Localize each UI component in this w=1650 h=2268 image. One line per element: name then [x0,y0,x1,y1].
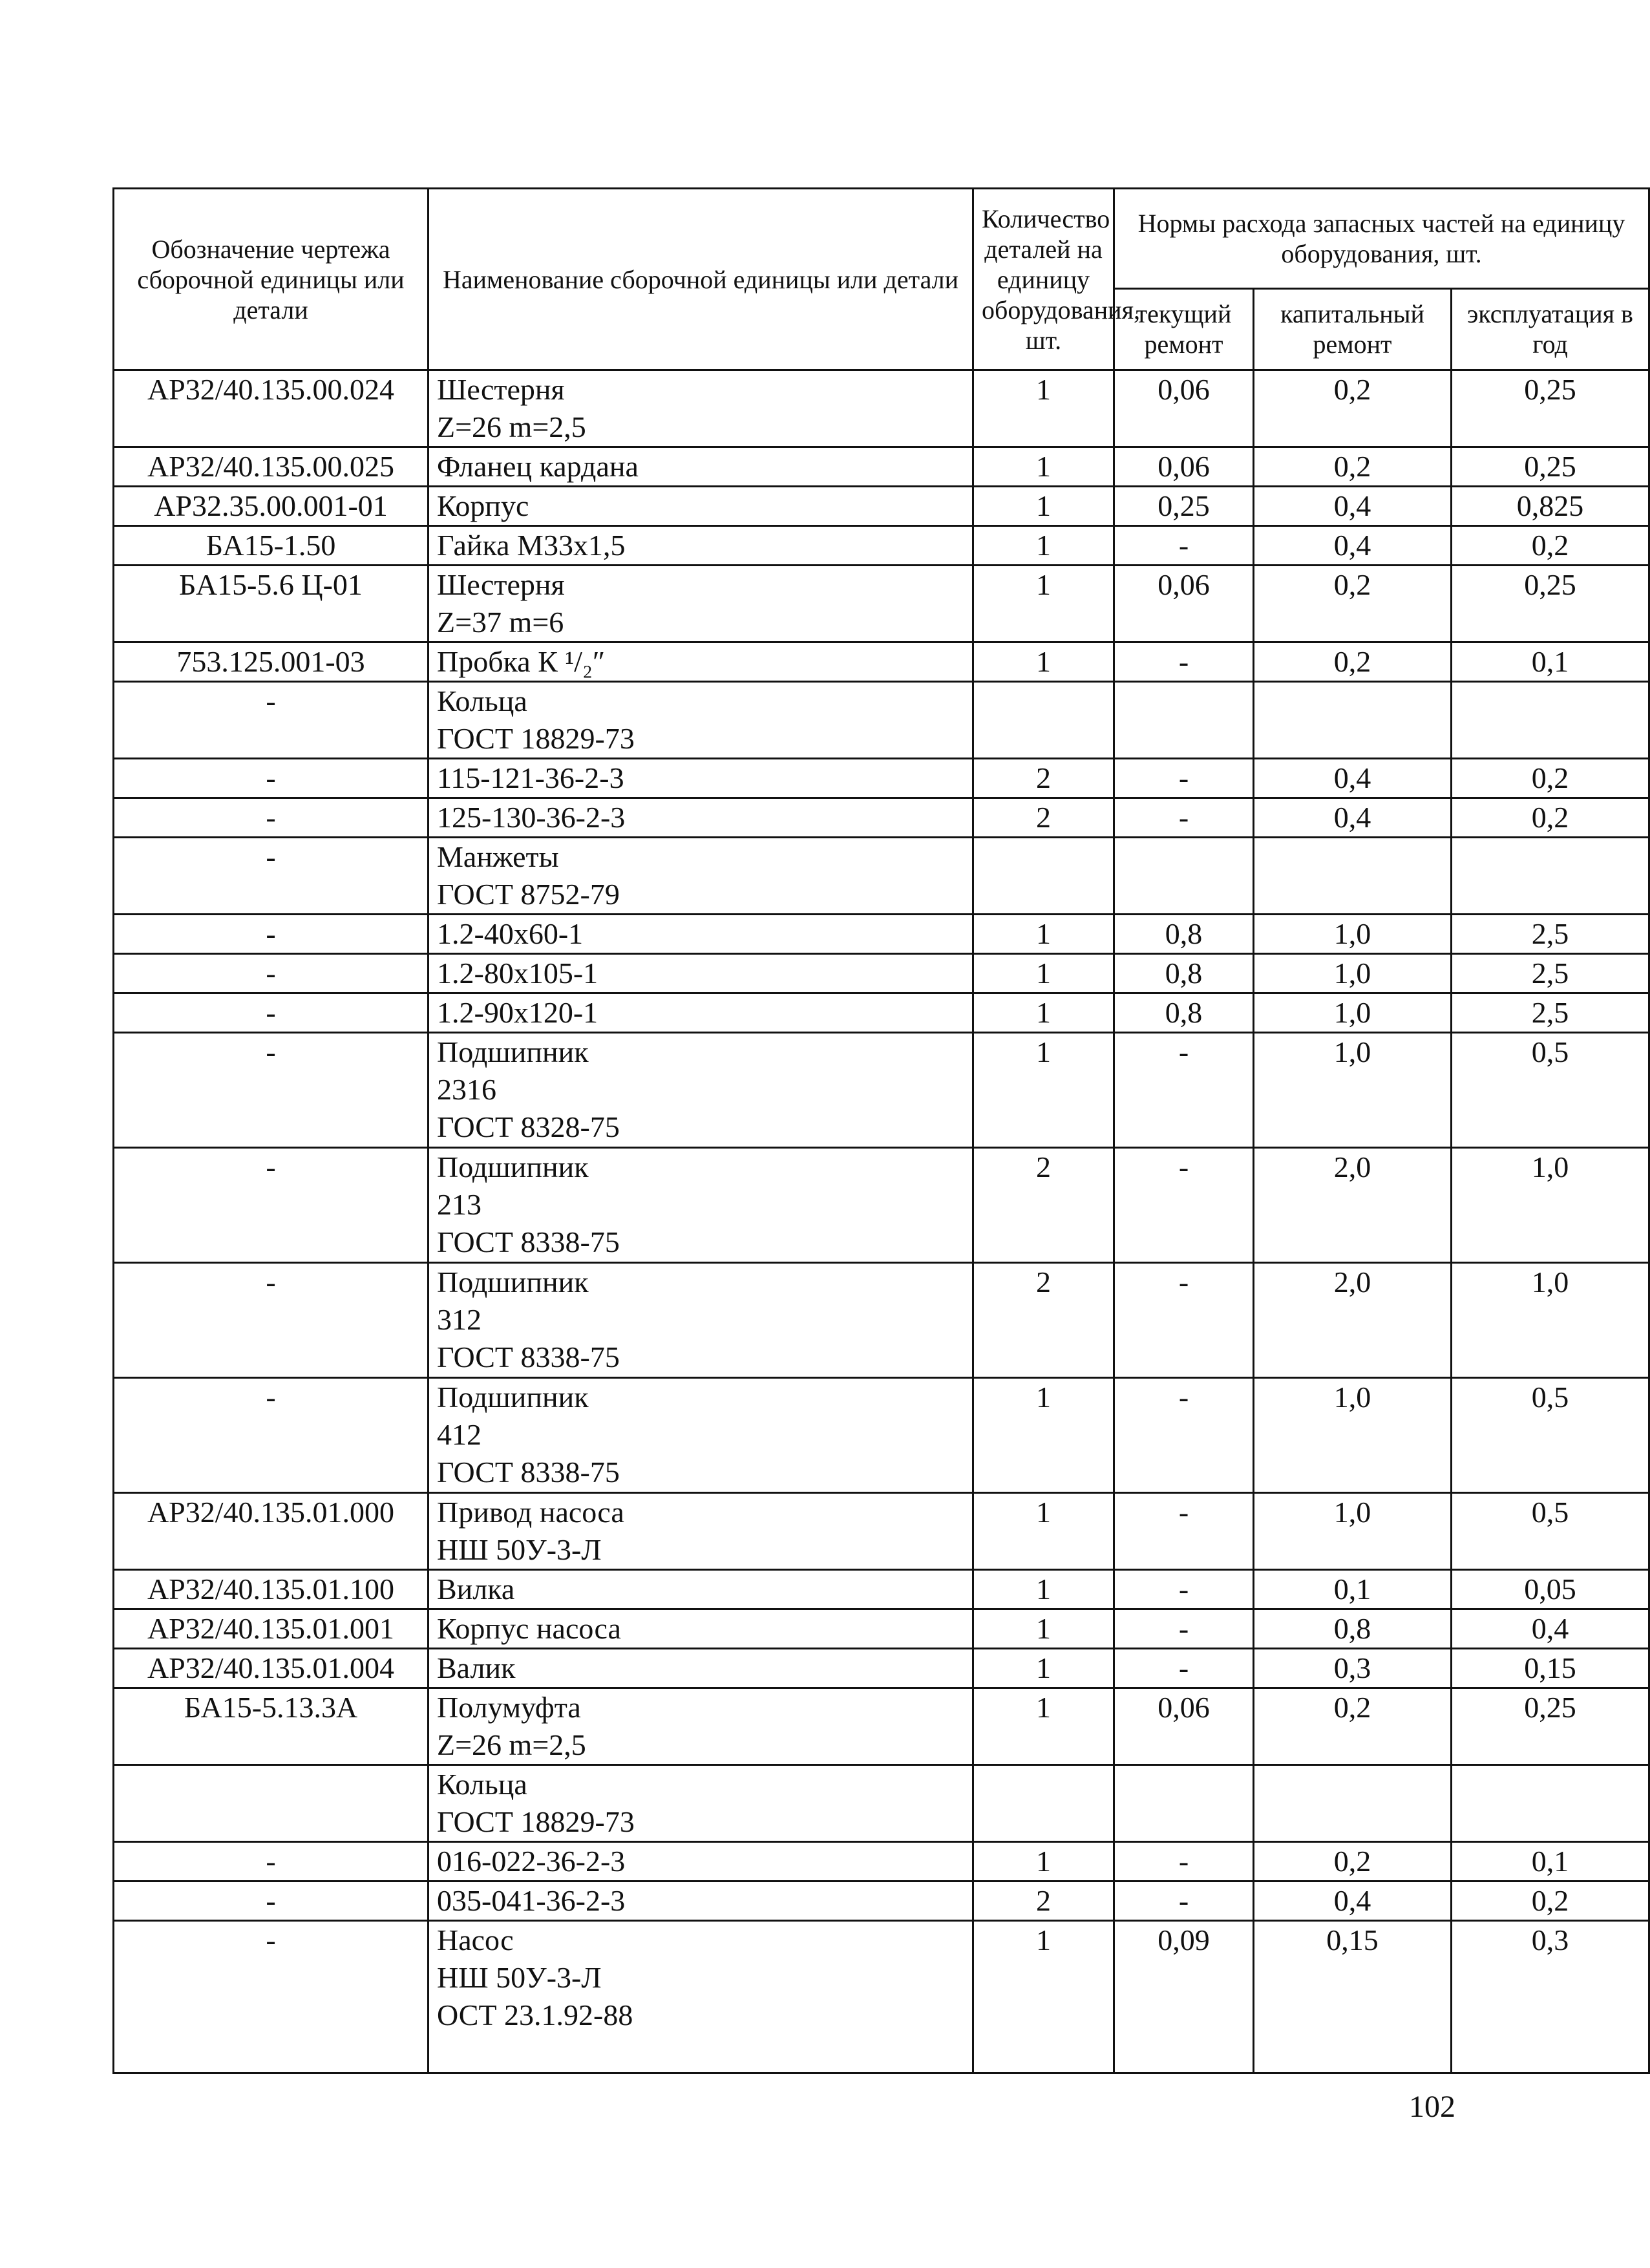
cell-name-line: Привод насоса [437,1496,624,1529]
table-row [114,1921,1649,2073]
cell-name [428,370,973,447]
cell-designation: - [114,1881,428,1921]
cell-name-line: НШ 50У-3-Л [437,1961,602,1994]
cell-capital-repair: 0,4 [1254,526,1452,566]
header-designation: Обозначение чертежа сборочной единицы или детали [114,189,428,370]
cell-name-line: ГОСТ 18829-73 [437,1805,635,1838]
cell-name-line: 016-022-36-2-3 [437,1845,626,1878]
cell-name-line: Шестерня [437,373,565,406]
table-row [114,993,1649,1033]
cell-designation: АР32.35.00.001-01 [114,487,428,526]
cell-name-line: Подшипник [437,1266,589,1298]
cell-name-line: Z=37 m=6 [437,606,564,639]
cell-name-line: ГОСТ 8338-75 [437,1341,620,1373]
page-number: 102 [1409,2090,1455,2124]
cell-operation: 0,2 [1452,759,1649,798]
table-row [114,915,1649,954]
cell-name-line: 1.2-40х60-1 [437,917,584,950]
cell-quantity: 1 [973,1493,1114,1570]
cell-quantity: 1 [973,954,1114,993]
cell-current-repair: - [1114,1033,1254,1148]
cell-quantity: 1 [973,566,1114,642]
cell-current-repair: 0,8 [1114,993,1254,1033]
cell-name-line: 1.2-90х120-1 [437,996,598,1029]
cell-name [428,1493,973,1570]
cell-operation: 0,15 [1452,1649,1649,1688]
cell-name-line: ГОСТ 8338-75 [437,1225,620,1258]
cell-designation: - [114,1148,428,1263]
cell-operation: 0,5 [1452,1493,1649,1570]
cell-current-repair: - [1114,642,1254,682]
cell-designation: - [114,915,428,954]
cell-current-repair: - [1114,1842,1254,1881]
cell-capital-repair [1254,838,1452,915]
cell-operation: 0,25 [1452,447,1649,487]
cell-capital-repair: 0,4 [1254,798,1452,838]
cell-designation: - [114,1033,428,1148]
cell-capital-repair: 1,0 [1254,915,1452,954]
cell-current-repair: - [1114,1493,1254,1570]
cell-current-repair: 0,06 [1114,1688,1254,1765]
cell-operation: 1,0 [1452,1148,1649,1263]
cell-name [428,1609,973,1649]
cell-capital-repair: 0,8 [1254,1609,1452,1649]
cell-capital-repair: 0,2 [1254,1842,1452,1881]
table-row [114,566,1649,642]
cell-name [428,642,973,682]
table-row [114,1609,1649,1649]
header-quantity: Количество деталей на единицу оборудования, шт. [973,189,1114,370]
cell-name [428,1263,973,1378]
cell-name-line: Валик [437,1651,516,1684]
cell-current-repair: 0,06 [1114,566,1254,642]
cell-name [428,1378,973,1493]
cell-current-repair: - [1114,1148,1254,1263]
cell-quantity: 2 [973,759,1114,798]
header-current-repair: текущий ремонт [1114,288,1254,370]
cell-capital-repair: 1,0 [1254,1033,1452,1148]
cell-operation: 0,5 [1452,1033,1649,1148]
cell-name [428,566,973,642]
table-row [114,1493,1649,1570]
cell-designation: - [114,954,428,993]
cell-current-repair: - [1114,798,1254,838]
cell-name-line: Гайка М33х1,5 [437,529,626,562]
table-body [114,370,1649,2073]
cell-name [428,838,973,915]
cell-current-repair: - [1114,526,1254,566]
cell-name-line: Шестерня [437,568,565,601]
cell-capital-repair: 0,1 [1254,1570,1452,1609]
cell-name-line: 115-121-36-2-3 [437,761,624,794]
table-row [114,798,1649,838]
cell-capital-repair: 0,15 [1254,1921,1452,2073]
cell-quantity: 1 [973,526,1114,566]
cell-current-repair [1114,682,1254,759]
cell-quantity: 1 [973,487,1114,526]
table-row [114,370,1649,447]
cell-name-line: Вилка [437,1573,515,1606]
table-row [114,447,1649,487]
cell-current-repair: 0,8 [1114,954,1254,993]
cell-capital-repair: 0,2 [1254,370,1452,447]
cell-capital-repair: 2,0 [1254,1263,1452,1378]
cell-quantity [973,682,1114,759]
cell-name [428,798,973,838]
cell-operation: 2,5 [1452,915,1649,954]
cell-current-repair: - [1114,1263,1254,1378]
table-row [114,682,1649,759]
cell-name-line: 035-041-36-2-3 [437,1884,626,1917]
cell-operation: 1,0 [1452,1263,1649,1378]
cell-name [428,1765,973,1842]
cell-designation [114,1765,428,1842]
cell-designation: - [114,838,428,915]
cell-capital-repair [1254,682,1452,759]
cell-operation: 0,825 [1452,487,1649,526]
cell-name-line: Кольца [437,1768,527,1801]
cell-operation: 2,5 [1452,993,1649,1033]
cell-operation: 0,1 [1452,1842,1649,1881]
header-capital-repair: капитальный ремонт [1254,288,1452,370]
cell-name-line: 1.2-80х105-1 [437,957,598,990]
cell-quantity: 2 [973,798,1114,838]
cell-name-line: Подшипник [437,1381,589,1414]
table-row [114,1649,1649,1688]
cell-capital-repair: 0,2 [1254,1688,1452,1765]
table-row [114,954,1649,993]
cell-operation: 0,25 [1452,370,1649,447]
cell-current-repair: - [1114,1378,1254,1493]
cell-name-line: 2316 [437,1073,496,1106]
cell-name-line: Пробка К ¹/₂″ [437,645,606,678]
cell-designation: АР32/40.135.01.004 [114,1649,428,1688]
cell-name [428,1148,973,1263]
cell-capital-repair: 0,2 [1254,642,1452,682]
cell-operation: 0,25 [1452,566,1649,642]
cell-quantity: 1 [973,993,1114,1033]
cell-quantity [973,838,1114,915]
cell-operation: 0,25 [1452,1688,1649,1765]
cell-capital-repair: 0,2 [1254,566,1452,642]
cell-quantity: 2 [973,1148,1114,1263]
cell-operation: 0,3 [1452,1921,1649,2073]
cell-quantity: 1 [973,370,1114,447]
header-operation: эксплуатация в год [1452,288,1649,370]
cell-operation [1452,682,1649,759]
cell-current-repair: - [1114,1649,1254,1688]
cell-name [428,1842,973,1881]
spare-parts-table [112,187,1650,2074]
cell-capital-repair [1254,1765,1452,1842]
cell-name-line: ГОСТ 18829-73 [437,722,635,755]
cell-capital-repair: 0,4 [1254,1881,1452,1921]
cell-current-repair: - [1114,1881,1254,1921]
cell-current-repair: 0,06 [1114,447,1254,487]
cell-name-line: Подшипник [437,1150,589,1183]
table-row [114,526,1649,566]
cell-quantity: 2 [973,1881,1114,1921]
cell-capital-repair: 0,2 [1254,447,1452,487]
table-row [114,1570,1649,1609]
cell-operation [1452,1765,1649,1842]
cell-quantity: 1 [973,1570,1114,1609]
cell-capital-repair: 1,0 [1254,1378,1452,1493]
cell-name-line: ГОСТ 8752-79 [437,878,620,911]
cell-current-repair: 0,06 [1114,370,1254,447]
cell-name-line: Насос [437,1924,514,1956]
cell-name-line: Подшипник [437,1035,589,1068]
table-row [114,1688,1649,1765]
cell-name [428,682,973,759]
cell-name-line: Полумуфта [437,1691,581,1724]
cell-designation: - [114,682,428,759]
cell-name-line: Кольца [437,684,527,717]
table-row [114,1765,1649,1842]
cell-operation: 0,2 [1452,798,1649,838]
cell-name [428,915,973,954]
cell-designation: 753.125.001-03 [114,642,428,682]
cell-quantity: 1 [973,1842,1114,1881]
cell-name-line: 213 [437,1188,481,1221]
cell-name-line: ГОСТ 8338-75 [437,1456,620,1489]
table-row [114,1263,1649,1378]
table-row [114,1033,1649,1148]
cell-capital-repair: 1,0 [1254,1493,1452,1570]
cell-designation: - [114,1378,428,1493]
cell-name [428,1033,973,1148]
spare-parts-table-sheet [112,187,1633,2074]
cell-quantity: 1 [973,1688,1114,1765]
cell-quantity: 2 [973,1263,1114,1378]
cell-capital-repair: 0,4 [1254,759,1452,798]
cell-current-repair: - [1114,1609,1254,1649]
cell-name-line: 312 [437,1303,481,1336]
cell-operation: 0,4 [1452,1609,1649,1649]
cell-quantity: 1 [973,1649,1114,1688]
table-row [114,759,1649,798]
cell-operation: 0,2 [1452,1881,1649,1921]
cell-name-line: Корпус насоса [437,1612,621,1645]
cell-designation: АР32/40.135.01.100 [114,1570,428,1609]
cell-capital-repair: 0,4 [1254,487,1452,526]
cell-designation: АР32/40.135.01.000 [114,1493,428,1570]
cell-current-repair: 0,25 [1114,487,1254,526]
cell-quantity: 1 [973,1609,1114,1649]
cell-designation: - [114,993,428,1033]
cell-designation: - [114,759,428,798]
cell-designation: АР32/40.135.00.024 [114,370,428,447]
cell-name [428,954,973,993]
cell-operation: 0,05 [1452,1570,1649,1609]
cell-name-line: ГОСТ 8328-75 [437,1110,620,1143]
cell-quantity [973,1765,1114,1842]
cell-name-line: 412 [437,1418,481,1451]
cell-designation: БА15-1.50 [114,526,428,566]
cell-quantity: 1 [973,1921,1114,2073]
header-norms-group: Нормы расхода запасных частей на единицу оборудования, шт. [1114,189,1649,289]
cell-name-line: Z=26 m=2,5 [437,410,586,443]
cell-name [428,993,973,1033]
cell-quantity: 1 [973,1378,1114,1493]
cell-operation: 2,5 [1452,954,1649,993]
cell-capital-repair: 1,0 [1254,993,1452,1033]
cell-name [428,1649,973,1688]
table-row [114,1148,1649,1263]
cell-name [428,759,973,798]
table-row [114,1842,1649,1881]
cell-name [428,1921,973,2073]
cell-name-line: 125-130-36-2-3 [437,801,626,834]
table-row [114,1378,1649,1493]
cell-designation: БА15-5.13.3А [114,1688,428,1765]
cell-operation: 0,2 [1452,526,1649,566]
cell-name [428,526,973,566]
cell-designation: - [114,1921,428,2073]
table-header [114,189,1649,370]
cell-name-line: НШ 50У-3-Л [437,1533,602,1566]
cell-name-line: ОСТ 23.1.92-88 [437,1998,633,2031]
cell-name [428,1881,973,1921]
cell-designation: - [114,1842,428,1881]
cell-current-repair: - [1114,1570,1254,1609]
cell-capital-repair: 2,0 [1254,1148,1452,1263]
cell-quantity: 1 [973,1033,1114,1148]
table-row [114,838,1649,915]
cell-current-repair: 0,09 [1114,1921,1254,2073]
cell-name-line: Z=26 m=2,5 [437,1728,586,1761]
cell-name [428,487,973,526]
cell-designation: БА15-5.6 Ц-01 [114,566,428,642]
cell-name [428,1570,973,1609]
cell-current-repair [1114,1765,1254,1842]
cell-designation: АР32/40.135.01.001 [114,1609,428,1649]
cell-name [428,447,973,487]
cell-name-line: Корпус [437,489,529,522]
cell-current-repair: 0,8 [1114,915,1254,954]
cell-operation: 0,1 [1452,642,1649,682]
cell-quantity: 1 [973,915,1114,954]
table-row [114,487,1649,526]
table-row [114,1881,1649,1921]
cell-operation: 0,5 [1452,1378,1649,1493]
cell-operation [1452,838,1649,915]
cell-quantity: 1 [973,447,1114,487]
cell-designation: - [114,1263,428,1378]
header-name: Наименование сборочной единицы или детали [428,189,973,370]
cell-capital-repair: 1,0 [1254,954,1452,993]
cell-name-line: Манжеты [437,840,559,873]
cell-name [428,1688,973,1765]
cell-designation: АР32/40.135.00.025 [114,447,428,487]
cell-current-repair [1114,838,1254,915]
table-row [114,642,1649,682]
cell-current-repair: - [1114,759,1254,798]
cell-quantity: 1 [973,642,1114,682]
cell-designation: - [114,798,428,838]
cell-capital-repair: 0,3 [1254,1649,1452,1688]
cell-name-line: Фланец кардана [437,450,639,483]
